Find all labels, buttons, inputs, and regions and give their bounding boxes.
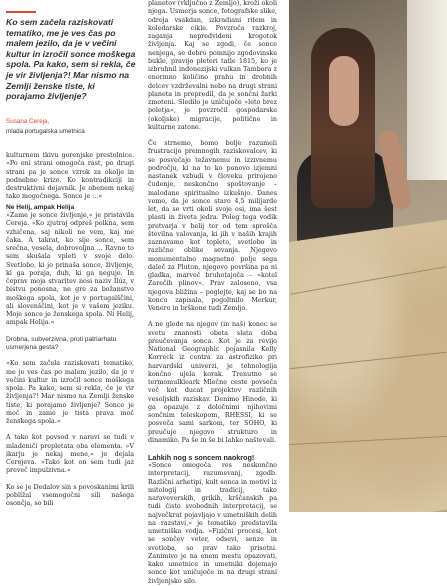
interview-question: Drobna, subverzivna, proti patriarhatu usmerjena gesta?: [6, 335, 117, 351]
paragraph: »Ko sem začela raziskovati tematiko, me je ves čas po malem jezilo, da je v večini kultur in izročil sonce moškega spola. Pa kako, sem si rekla, če je vir življenja?! Mar nismo na Zemlji ženske tiste, ki porajamo življenje? Sonce je moč in zame je tista prava moč ženskega spola.«: [6, 360, 134, 426]
paragraph: A tako kot povsod v naravi se tudi v mladeniči prepletata oba elementa. »V ikarju je nekaj mene,« je dejala Cerejeva. »Tako kot on sem tudi jaz preveč impulzivna.«: [6, 434, 134, 475]
pull-quote: Ko sem začela raziskovati tematiko, me je ves čas po malem jezilo, da je v večini kultur in izročil sonce moškega spola. Pa kako, sem si rekla, če je vir življenja?! Mar nismo na Zemlji ženske tiste, ki porajamo življenje?: [6, 17, 136, 102]
quote-author-name: Susana Cereja,: [6, 118, 50, 125]
paragraph: kulturnem tkivu gorenjske prestolnice. »Po eni strani omogoča rast, po drugi strani pa je sonce vzrok za okolje in podnebne krize. Ko kontradikciji in destruktivni dejavnik. Je obenem nekaj tako mogočnega. Sonce je ...«: [6, 152, 134, 201]
paragraph: Če strnemo, bomo bolje razumeli frustracijo premnogih raziskovalcev, ki se posvečajo težavnemu in izzivnemu področju, ki na to ko ponovo izjemni nastanek vzbudi v človeku prirojeno čudenje, neskončno spoštovanje – malodane spiritualno izkušnjo. Danes vemo, da je sonce staro 4,5 milijarde let, da se vrti okoli svoje osi, ima šest plasti in živeta jedra. Poleg tega vodik pretvarja v helij ter od tem sprošča številna valovanja, ki jih v naših krajih zaznavamo kot topleto, svetlobo in različne oblike sevanja. Njegovo monumentalno magnetno polje sega daleč za Pluton, njegovo površina pa ni gladka, marveč bruhotajoča – »kotel Zarečih plinov«. Prav zaloseno, vsa njegova bližina – poglejte, kaj se bo na koncu zapisala, pogoltnilo Merkur, Venero in brškone tudi Zemljo.: [148, 140, 277, 312]
paragraph: planetov (vključno z Zemljo), kroži okoli njega. Usmerja sonce, fotografske slike, odreja vsakdan, izkradiani ritem in koledarske cikle. Povzroča razkroj, zaganja nepredvideni krogotok življenja. Kaj se zgodi, če sonce nenjega, se debro pomnijo zgodovinske bukle, pravijo pleteri tatle 1815, ko je izbruhnil indonezijski vulkan Tambora z enormno količino prahu in drobnih delcev vzdrževalni nebo na drugi strani planeta in prepredil, da je sončni žarki zmoteni. Sledilo je uničujoče »leto brez poletja«, je povzročil gospodarske (okoljske) migracije, politične in kulturne zatone.: [148, 0, 277, 131]
paragraph: Ko se je Dedalov sin s povoskanimi krili poblížal vsemogočni sili našega osončja, so bili: [6, 483, 134, 508]
subheading: Ne Helij, ampak Helija: [6, 203, 75, 211]
subheading: Lahkih nog s soncem naokrog!: [148, 453, 255, 462]
quote-author-role: mlada portugalska umetnica: [6, 128, 85, 135]
left-column-body: [6, 152, 134, 508]
accent-bar: [6, 11, 36, 13]
middle-column: [148, 0, 277, 586]
artist-photo: [289, 0, 447, 512]
paragraph: »Sonce omogoča res neskončno interpretacij, razumevanj, zgodb. Različni arhetipi, kult sonca in motivi iz mitologij in tradicij, tako naraveverskih, grikih, krščanskih pa tudi čisto svobodnih interpretacij, se največkrat pojavljajo v umetniških delih na razstavi,« je tematiko predstavila umetniška vodja. »Fizični procesi, kot se sončev veter, odsevi, senze in svetloba, so prav tako prisotni. Zanimivo je na enem mestu opazovati, kako umetnice in umetniki dojemajo sonce kot uničujoče in na drugi strani življenjsko silo.: [148, 462, 277, 585]
paragraph: A ne glede na njegov (in naš) konec se svetu znanosti obeta slata doba preučevanja sonca. Kot je za revijo National Geographic pojasnila Kelly Korreck iz centra za astrofiziko pri harvardski univerzi, je tehnologija končno ujela korak. Trenutno se termomulkleark Mlečne ceste povseča več kot ducat projektov različnih vesoljskih raziskav. Denimo Hinode, ki ga opazuje z določnimi njihovimi sončnim teleskopom, RHESSI, ki se posveča sami sarkom, ter SOHO, ki preučuje njegovo strukturo in dinamiko. Pa še in še bi lahko naštevali.: [148, 321, 277, 444]
paragraph: »Zame je sonce življenje,« je pristavila Cereja. »Ko zjutraj odpreš polkna, sem vzhičena, saj nikoli ne vem, kaj me čaka. A takrat, ko sije sonce, sem srečna, vesela, dobrovoljna ... Ravno to sem skušala vpleti v svoje delo. Svetlobo, ki jo prinaša sonce, življenje, ki ga poraja, duh, ki ga neguje. In čeprav moja stvaritev nosi naziv Ilúz, v bistvu ponosna, ne gre za božanstvo moškega spola, kot je v portugalščini, ali slovenščini, kot je v vašem jeziku. Moje sonce je ženskega spola. Ni Helij, ampak Helija.«: [6, 212, 134, 327]
